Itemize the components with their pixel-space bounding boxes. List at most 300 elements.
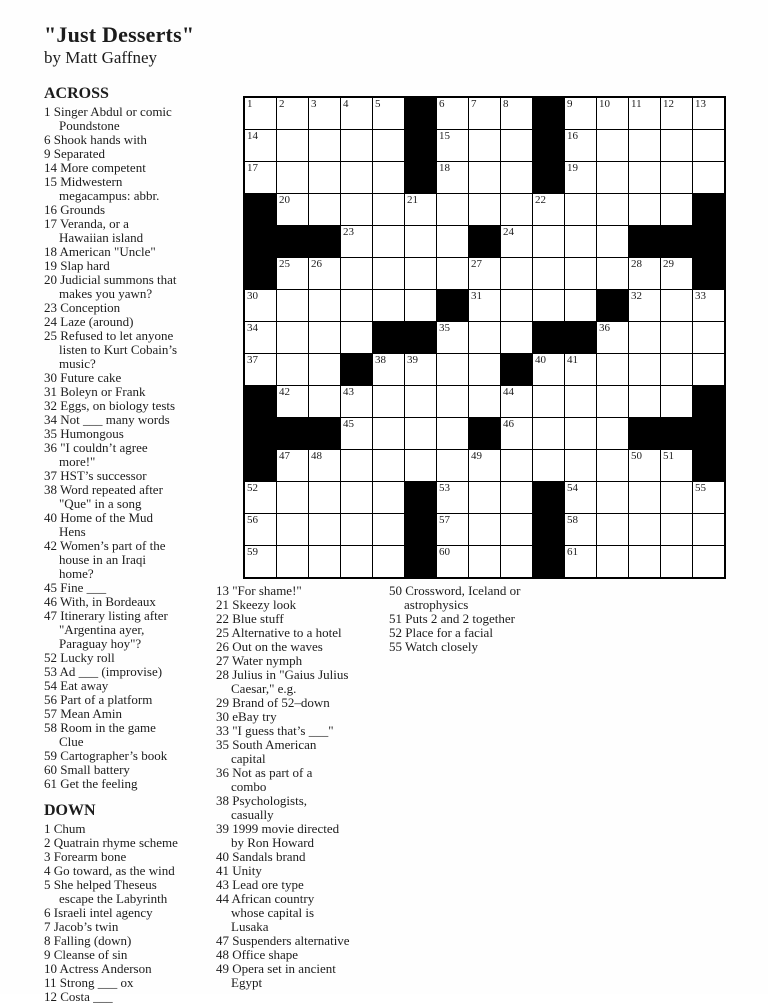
grid-cell[interactable] (341, 386, 372, 417)
across-clue-52: 52 Lucky roll (44, 650, 115, 665)
black-square (245, 418, 276, 449)
grid-cell[interactable] (469, 290, 500, 321)
grid-cell[interactable] (501, 482, 532, 513)
cell-number: 36 (599, 322, 610, 334)
grid-cell[interactable] (405, 450, 436, 481)
clues-middle-column (216, 584, 350, 990)
grid-cell[interactable] (245, 354, 276, 385)
grid-cell[interactable] (629, 162, 660, 193)
grid-cell[interactable] (629, 450, 660, 481)
across-clue-46: 46 With, in Bordeaux (44, 594, 156, 609)
grid-cell[interactable] (309, 162, 340, 193)
cell-number: 59 (247, 546, 258, 558)
grid-cell[interactable] (309, 386, 340, 417)
grid-cell[interactable] (533, 386, 564, 417)
cell-number: 35 (439, 322, 450, 334)
grid-cell[interactable] (437, 98, 468, 129)
black-square (309, 418, 340, 449)
grid-cell[interactable] (277, 386, 308, 417)
black-square (437, 290, 468, 321)
grid-cell[interactable] (565, 514, 596, 545)
grid-cell[interactable] (405, 386, 436, 417)
across-clue-53: 53 Ad ___ (improvise) (44, 664, 163, 679)
down-clue-44: 44 African country whose capital is Lusaka (216, 891, 315, 934)
across-clue-58: 58 Room in the game Clue (44, 720, 156, 749)
cell-number: 23 (343, 226, 354, 238)
cell-number: 58 (567, 514, 578, 526)
grid-cell[interactable] (565, 450, 596, 481)
grid-cell[interactable] (629, 482, 660, 513)
grid-cell[interactable] (661, 322, 692, 353)
grid-cell[interactable] (533, 258, 564, 289)
across-clue-18: 18 American "Uncle" (44, 244, 156, 259)
grid-cell[interactable] (341, 162, 372, 193)
grid-cell[interactable] (373, 546, 404, 577)
crossword-grid (243, 96, 726, 579)
grid-cell[interactable] (437, 514, 468, 545)
grid-cell[interactable] (565, 546, 596, 577)
cell-number: 3 (311, 98, 317, 110)
grid-cell[interactable] (661, 258, 692, 289)
grid-cell[interactable] (405, 290, 436, 321)
grid-cell[interactable] (629, 258, 660, 289)
cell-number: 19 (567, 162, 578, 174)
across-clue-47: 47 Itinerary listing after "Argentina ayer, Paraguay hoy"? (44, 608, 168, 651)
down-clue-list-1 (44, 822, 178, 1004)
grid-cell[interactable] (277, 450, 308, 481)
grid-cell[interactable] (437, 546, 468, 577)
grid-cell[interactable] (597, 98, 628, 129)
grid-cell[interactable] (341, 322, 372, 353)
grid-cell[interactable] (437, 162, 468, 193)
cell-number: 57 (439, 514, 450, 526)
down-clue-11: 11 Strong ___ ox (44, 975, 134, 990)
grid-cell[interactable] (309, 98, 340, 129)
across-clue-59: 59 Cartographer’s book (44, 748, 168, 763)
grid-cell[interactable] (405, 226, 436, 257)
down-clue-9: 9 Cleanse of sin (44, 947, 128, 962)
cell-number: 52 (247, 482, 258, 494)
cell-number: 7 (471, 98, 477, 110)
grid-cell[interactable] (405, 194, 436, 225)
grid-cell[interactable] (693, 98, 724, 129)
grid-cell[interactable] (277, 258, 308, 289)
cell-number: 38 (375, 354, 386, 366)
black-square (533, 514, 564, 545)
grid-cell[interactable] (373, 130, 404, 161)
grid-cell[interactable] (597, 546, 628, 577)
cell-number: 4 (343, 98, 349, 110)
grid-cell[interactable] (629, 514, 660, 545)
grid-cell[interactable] (533, 290, 564, 321)
grid-cell[interactable] (629, 546, 660, 577)
grid-cell[interactable] (597, 194, 628, 225)
grid-cell[interactable] (277, 130, 308, 161)
grid-cell[interactable] (693, 482, 724, 513)
black-square (405, 546, 436, 577)
grid-cell[interactable] (373, 98, 404, 129)
grid-cell[interactable] (597, 162, 628, 193)
cell-number: 44 (503, 386, 514, 398)
grid-cell[interactable] (533, 194, 564, 225)
down-clue-40: 40 Sandals brand (216, 849, 306, 864)
grid-cell[interactable] (373, 450, 404, 481)
cell-number: 55 (695, 482, 706, 494)
grid-cell[interactable] (437, 258, 468, 289)
grid-cell[interactable] (469, 546, 500, 577)
black-square (533, 162, 564, 193)
grid-cell[interactable] (469, 162, 500, 193)
grid-cell[interactable] (629, 290, 660, 321)
grid-cell[interactable] (597, 514, 628, 545)
grid-cell[interactable] (661, 130, 692, 161)
down-clue-8: 8 Falling (down) (44, 933, 132, 948)
grid-cell[interactable] (341, 514, 372, 545)
grid-cell[interactable] (693, 354, 724, 385)
grid-cell[interactable] (405, 418, 436, 449)
across-clue-36: 36 "I couldn’t agree more!" (44, 440, 148, 469)
grid-cell[interactable] (533, 450, 564, 481)
grid-cell[interactable] (373, 386, 404, 417)
black-square (533, 98, 564, 129)
down-clue-28: 28 Julius in "Gaius Julius Caesar," e.g. (216, 667, 349, 696)
cell-number: 56 (247, 514, 258, 526)
puzzle-title: "Just Desserts" (44, 22, 195, 47)
cell-number: 17 (247, 162, 258, 174)
black-square (597, 290, 628, 321)
grid-cell[interactable] (565, 418, 596, 449)
grid-cell[interactable] (501, 98, 532, 129)
grid-cell[interactable] (245, 514, 276, 545)
across-clue-list (44, 105, 178, 791)
down-clue-4: 4 Go toward, as the wind (44, 863, 175, 878)
grid-cell[interactable] (437, 354, 468, 385)
grid-cell[interactable] (309, 130, 340, 161)
grid-cell[interactable] (373, 514, 404, 545)
black-square (245, 386, 276, 417)
grid-cell[interactable] (693, 162, 724, 193)
grid-cell[interactable] (437, 482, 468, 513)
down-clue-29: 29 Brand of 52–down (216, 695, 330, 710)
grid-cell[interactable] (693, 546, 724, 577)
grid-cell[interactable] (629, 354, 660, 385)
grid-cell[interactable] (245, 322, 276, 353)
grid-cell[interactable] (373, 194, 404, 225)
grid-cell[interactable] (373, 226, 404, 257)
cell-number: 11 (631, 98, 642, 110)
grid-cell[interactable] (373, 258, 404, 289)
black-square (533, 322, 564, 353)
down-clue-2: 2 Quatrain rhyme scheme (44, 835, 178, 850)
grid-cell[interactable] (693, 290, 724, 321)
grid-cell[interactable] (277, 98, 308, 129)
black-square (405, 130, 436, 161)
grid-cell[interactable] (693, 322, 724, 353)
grid-cell[interactable] (629, 386, 660, 417)
grid-cell[interactable] (341, 130, 372, 161)
grid-cell[interactable] (341, 194, 372, 225)
grid-cell[interactable] (309, 450, 340, 481)
grid-cell[interactable] (469, 322, 500, 353)
cell-number: 5 (375, 98, 381, 110)
grid-cell[interactable] (437, 130, 468, 161)
grid-cell[interactable] (437, 386, 468, 417)
grid-cell[interactable] (693, 130, 724, 161)
down-heading: DOWN (44, 802, 96, 819)
grid-cell[interactable] (469, 482, 500, 513)
grid-cell[interactable] (373, 290, 404, 321)
cell-number: 13 (695, 98, 706, 110)
down-clue-1: 1 Chum (44, 821, 86, 836)
grid-cell[interactable] (405, 354, 436, 385)
grid-cell[interactable] (309, 546, 340, 577)
cell-number: 42 (279, 386, 290, 398)
cell-number: 31 (471, 290, 482, 302)
down-clue-55: 55 Watch closely (389, 639, 478, 654)
cell-number: 6 (439, 98, 445, 110)
grid-cell[interactable] (501, 418, 532, 449)
grid-cell[interactable] (309, 354, 340, 385)
grid-cell[interactable] (661, 546, 692, 577)
grid-cell[interactable] (661, 354, 692, 385)
grid-cell[interactable] (661, 290, 692, 321)
grid-cell[interactable] (341, 450, 372, 481)
cell-number: 10 (599, 98, 610, 110)
grid-cell[interactable] (373, 162, 404, 193)
grid-cell[interactable] (341, 226, 372, 257)
grid-cell[interactable] (469, 514, 500, 545)
grid-cell[interactable] (341, 98, 372, 129)
black-square (629, 226, 660, 257)
black-square (245, 450, 276, 481)
grid-cell[interactable] (629, 130, 660, 161)
across-clue-17: 17 Veranda, or a Hawaiian island (44, 216, 144, 245)
grid-cell[interactable] (277, 290, 308, 321)
cell-number: 40 (535, 354, 546, 366)
grid-cell[interactable] (565, 258, 596, 289)
grid-cell[interactable] (309, 482, 340, 513)
grid-cell[interactable] (469, 258, 500, 289)
grid-cell[interactable] (277, 546, 308, 577)
black-square (309, 226, 340, 257)
grid-cell[interactable] (501, 194, 532, 225)
grid-cell[interactable] (309, 322, 340, 353)
cell-number: 48 (311, 450, 322, 462)
cell-number: 32 (631, 290, 642, 302)
grid-cell[interactable] (469, 386, 500, 417)
cell-number: 15 (439, 130, 450, 142)
grid-cell[interactable] (565, 162, 596, 193)
cell-number: 37 (247, 354, 258, 366)
grid-cell[interactable] (661, 386, 692, 417)
grid-cell[interactable] (373, 354, 404, 385)
black-square (693, 258, 724, 289)
down-clue-43: 43 Lead ore type (216, 877, 304, 892)
grid-cell[interactable] (597, 130, 628, 161)
across-clue-15: 15 Midwestern megacampus: abbr. (44, 174, 160, 203)
black-square (501, 354, 532, 385)
grid-cell[interactable] (501, 450, 532, 481)
grid-cell[interactable] (405, 258, 436, 289)
black-square (245, 194, 276, 225)
black-square (629, 418, 660, 449)
grid-cell[interactable] (661, 482, 692, 513)
grid-cell[interactable] (277, 354, 308, 385)
grid-cell[interactable] (501, 162, 532, 193)
grid-cell[interactable] (309, 514, 340, 545)
grid-cell[interactable] (629, 322, 660, 353)
across-clue-6: 6 Shook hands with (44, 132, 147, 147)
across-clue-40: 40 Home of the Mud Hens (44, 510, 154, 539)
down-clue-51: 51 Puts 2 and 2 together (389, 611, 516, 626)
across-clue-24: 24 Laze (around) (44, 314, 134, 329)
grid-cell[interactable] (629, 98, 660, 129)
grid-cell[interactable] (437, 322, 468, 353)
grid-cell[interactable] (565, 226, 596, 257)
grid-cell[interactable] (469, 450, 500, 481)
grid-cell[interactable] (501, 386, 532, 417)
grid-cell[interactable] (341, 290, 372, 321)
across-clue-34: 34 Not ___ many words (44, 412, 170, 427)
grid-cell[interactable] (469, 130, 500, 161)
grid-cell[interactable] (469, 98, 500, 129)
grid-cell[interactable] (245, 546, 276, 577)
grid-cell[interactable] (309, 290, 340, 321)
down-clue-7: 7 Jacob’s twin (44, 919, 119, 934)
grid-cell[interactable] (501, 514, 532, 545)
grid-cell[interactable] (277, 322, 308, 353)
down-clue-47: 47 Suspenders alternative (216, 933, 350, 948)
grid-cell[interactable] (469, 194, 500, 225)
grid-cell[interactable] (245, 130, 276, 161)
grid-cell[interactable] (469, 354, 500, 385)
grid-cell[interactable] (341, 258, 372, 289)
black-square (277, 418, 308, 449)
grid-cell[interactable] (565, 194, 596, 225)
cell-number: 29 (663, 258, 674, 270)
black-square (693, 386, 724, 417)
cell-number: 1 (247, 98, 253, 110)
grid-cell[interactable] (661, 450, 692, 481)
across-heading: ACROSS (44, 85, 109, 102)
grid-cell[interactable] (565, 98, 596, 129)
grid-cell[interactable] (373, 418, 404, 449)
grid-cell[interactable] (661, 98, 692, 129)
grid-cell[interactable] (245, 482, 276, 513)
grid-cell[interactable] (437, 194, 468, 225)
down-clue-49: 49 Opera set in ancient Egypt (216, 961, 336, 990)
grid-cell[interactable] (277, 514, 308, 545)
grid-cell[interactable] (597, 258, 628, 289)
grid-cell[interactable] (565, 290, 596, 321)
grid-cell[interactable] (245, 162, 276, 193)
down-clue-39: 39 1999 movie directed by Ron Howard (216, 821, 340, 850)
grid-cell[interactable] (661, 514, 692, 545)
grid-cell[interactable] (565, 482, 596, 513)
grid-cell[interactable] (597, 226, 628, 257)
grid-cell[interactable] (661, 194, 692, 225)
grid-cell[interactable] (565, 386, 596, 417)
grid-cell[interactable] (533, 226, 564, 257)
down-clue-3: 3 Forearm bone (44, 849, 127, 864)
grid-cell[interactable] (501, 322, 532, 353)
grid-cell[interactable] (437, 226, 468, 257)
grid-cell[interactable] (501, 130, 532, 161)
down-clue-33: 33 "I guess that’s ___" (216, 723, 334, 738)
grid-cell[interactable] (565, 354, 596, 385)
grid-cell[interactable] (501, 258, 532, 289)
cell-number: 9 (567, 98, 573, 110)
grid-cell[interactable] (309, 194, 340, 225)
grid-cell[interactable] (501, 226, 532, 257)
grid-cell[interactable] (597, 386, 628, 417)
cell-number: 30 (247, 290, 258, 302)
cell-number: 60 (439, 546, 450, 558)
cell-number: 46 (503, 418, 514, 430)
grid-cell[interactable] (533, 354, 564, 385)
cell-number: 28 (631, 258, 642, 270)
grid-cell[interactable] (501, 290, 532, 321)
clues-left-column (44, 85, 178, 1004)
grid-cell[interactable] (693, 514, 724, 545)
grid-cell[interactable] (277, 482, 308, 513)
down-clue-48: 48 Office shape (216, 947, 299, 962)
black-square (245, 226, 276, 257)
grid-cell[interactable] (373, 482, 404, 513)
across-clue-60: 60 Small battery (44, 762, 130, 777)
grid-cell[interactable] (565, 130, 596, 161)
grid-cell[interactable] (661, 162, 692, 193)
grid-cell[interactable] (341, 546, 372, 577)
black-square (405, 98, 436, 129)
grid-cell[interactable] (501, 546, 532, 577)
black-square (565, 322, 596, 353)
black-square (533, 130, 564, 161)
grid-cell[interactable] (597, 322, 628, 353)
grid-cell[interactable] (597, 482, 628, 513)
across-clue-16: 16 Grounds (44, 202, 106, 217)
across-clue-38: 38 Word repeated after "Que" in a song (44, 482, 163, 511)
grid-cell[interactable] (309, 258, 340, 289)
down-clue-50: 50 Crossword, Iceland or astrophysics (389, 583, 521, 612)
grid-cell[interactable] (341, 482, 372, 513)
grid-cell[interactable] (277, 194, 308, 225)
black-square (405, 322, 436, 353)
cell-number: 34 (247, 322, 258, 334)
cell-number: 49 (471, 450, 482, 462)
cell-number: 16 (567, 130, 578, 142)
cell-number: 8 (503, 98, 509, 110)
grid-cell[interactable] (597, 354, 628, 385)
grid-cell[interactable] (245, 98, 276, 129)
grid-cell[interactable] (437, 450, 468, 481)
grid-cell[interactable] (597, 418, 628, 449)
grid-cell[interactable] (437, 418, 468, 449)
down-clue-10: 10 Actress Anderson (44, 961, 152, 976)
cell-number: 54 (567, 482, 578, 494)
black-square (469, 226, 500, 257)
grid-cell[interactable] (533, 418, 564, 449)
grid-cell[interactable] (277, 162, 308, 193)
black-square (405, 162, 436, 193)
black-square (661, 418, 692, 449)
across-clue-23: 23 Conception (44, 300, 121, 315)
grid-cell[interactable] (629, 194, 660, 225)
grid-cell[interactable] (341, 418, 372, 449)
grid-cell[interactable] (245, 290, 276, 321)
grid-cell[interactable] (597, 450, 628, 481)
black-square (469, 418, 500, 449)
